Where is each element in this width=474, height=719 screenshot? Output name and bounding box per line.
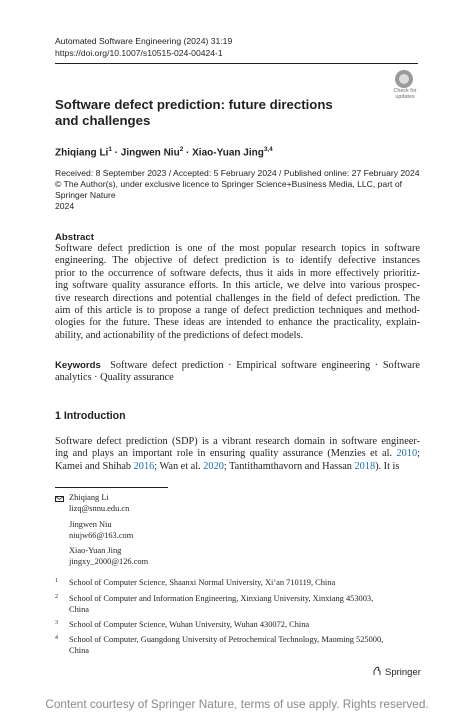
badge-line2: updates <box>395 94 415 100</box>
citation-link[interactable]: 2020 <box>203 460 224 472</box>
abstract-line: tive research directions and potential challenges in the field of defect prediction. The <box>55 292 420 304</box>
author-affiliation-mark: 2 <box>179 146 184 153</box>
keywords-label: Keywords <box>55 360 101 371</box>
springer-horse-icon <box>372 666 382 676</box>
contact-name: Jingwen Niu <box>69 520 112 529</box>
author-separator: · <box>183 147 193 159</box>
publisher-name: Springer <box>385 667 421 678</box>
abstract-line: prior to the occurrence of software defects, thus it aids in more effectively prioritiz- <box>55 267 420 279</box>
keywords-line-2: analytics · Quality assurance <box>55 372 174 384</box>
abstract-line: ologies for the future. These ideas are intended to enhance the practicality, explain- <box>55 317 420 329</box>
copyright-year: 2024 <box>55 201 75 211</box>
check-updates-icon <box>395 70 413 88</box>
contact-email[interactable]: lizq@snnu.edu.cn <box>69 503 130 513</box>
abstract-line: Software defect prediction is one of the most popular research topics in software <box>55 243 420 254</box>
author-name[interactable]: Jingwen Niu <box>120 147 180 159</box>
affiliation-number: 2 <box>55 594 58 600</box>
affiliation-number: 1 <box>55 578 58 584</box>
dates-line: Received: 8 September 2023 / Accepted: 5 February 2024 / Published online: 27 February 2024 <box>55 168 420 178</box>
affiliation-number: 4 <box>55 635 58 641</box>
abstract-line: engineering. The objective of defect prediction is to identify defective instances <box>55 255 420 267</box>
introduction-body <box>55 436 420 473</box>
intro-line: Kamei and Shihab 2016; Wan et al. 2020; Tantithamthavorn and Hassan 2018). It is <box>55 460 400 472</box>
author-list <box>55 146 273 158</box>
courtesy-footer: Content courtesy of Springer Nature, terms of use apply. Rights reserved. <box>45 697 429 711</box>
abstract-line: aim of this article is to propose a range of defect prediction techniques and method- <box>55 305 420 317</box>
doi-link[interactable]: https://doi.org/10.1007/s10515-024-00424-1 <box>55 48 223 58</box>
footnote-rule <box>55 487 168 488</box>
citation-link[interactable]: 2018 <box>354 460 376 472</box>
contact-name: Xiao-Yuan Jing <box>69 546 122 555</box>
journal-header <box>55 35 232 59</box>
check-for-updates-badge[interactable] <box>389 70 421 104</box>
contact-name: Zhiqiang Li <box>69 493 109 502</box>
introduction-heading: 1 Introduction <box>55 410 126 422</box>
keywords-line-1: Software defect prediction · Empirical software engineering · Software <box>110 360 420 371</box>
author-affiliation-mark: 1 <box>108 146 112 153</box>
contact-email[interactable]: niujw66@163.com <box>69 530 134 540</box>
badge-line1: Check for <box>393 88 417 94</box>
citation-link[interactable]: 2016 <box>133 460 155 472</box>
keywords-block <box>55 360 420 385</box>
copyright-line: © The Author(s), under exclusive licence to Springer Science+Business Media, LLC, part of Springer Nature <box>55 179 402 200</box>
author-affiliation-mark: 3,4 <box>263 146 273 153</box>
paper-title <box>55 97 355 129</box>
contact-1 <box>69 493 129 514</box>
affiliation-number: 3 <box>55 620 58 626</box>
author-name[interactable]: Xiao-Yuan Jing <box>192 147 264 159</box>
intro-line: Software defect prediction (SDP) is a vibrant research domain in software engineer- <box>55 436 420 447</box>
abstract-heading: Abstract <box>55 232 94 243</box>
contact-3 <box>69 546 148 567</box>
contact-email[interactable]: jingxy_2000@126.com <box>69 556 149 566</box>
header-rule <box>55 63 418 64</box>
springer-logo <box>372 666 421 678</box>
journal-citation: Automated Software Engineering (2024) 31:19 <box>55 36 233 46</box>
publication-history <box>55 168 420 212</box>
abstract-body <box>55 243 420 342</box>
envelope-icon <box>55 496 64 502</box>
abstract-line: ing software quality assurance efforts. In this article, we delve into various prospec- <box>55 280 420 292</box>
abstract-line: ability, and actionability of the predictions of defect models. <box>55 329 304 341</box>
contact-2 <box>69 520 133 541</box>
author-name[interactable]: Zhiqiang Li <box>55 147 109 159</box>
intro-line: ing and plays an important role in ensuring quality assurance (Menzies et al. 2010; <box>55 448 420 460</box>
title-line-2: and challenges <box>55 113 151 128</box>
citation-link[interactable]: 2010 <box>396 448 418 460</box>
title-line-1: Software defect prediction: future directions <box>55 97 333 112</box>
author-separator: · <box>111 147 121 159</box>
